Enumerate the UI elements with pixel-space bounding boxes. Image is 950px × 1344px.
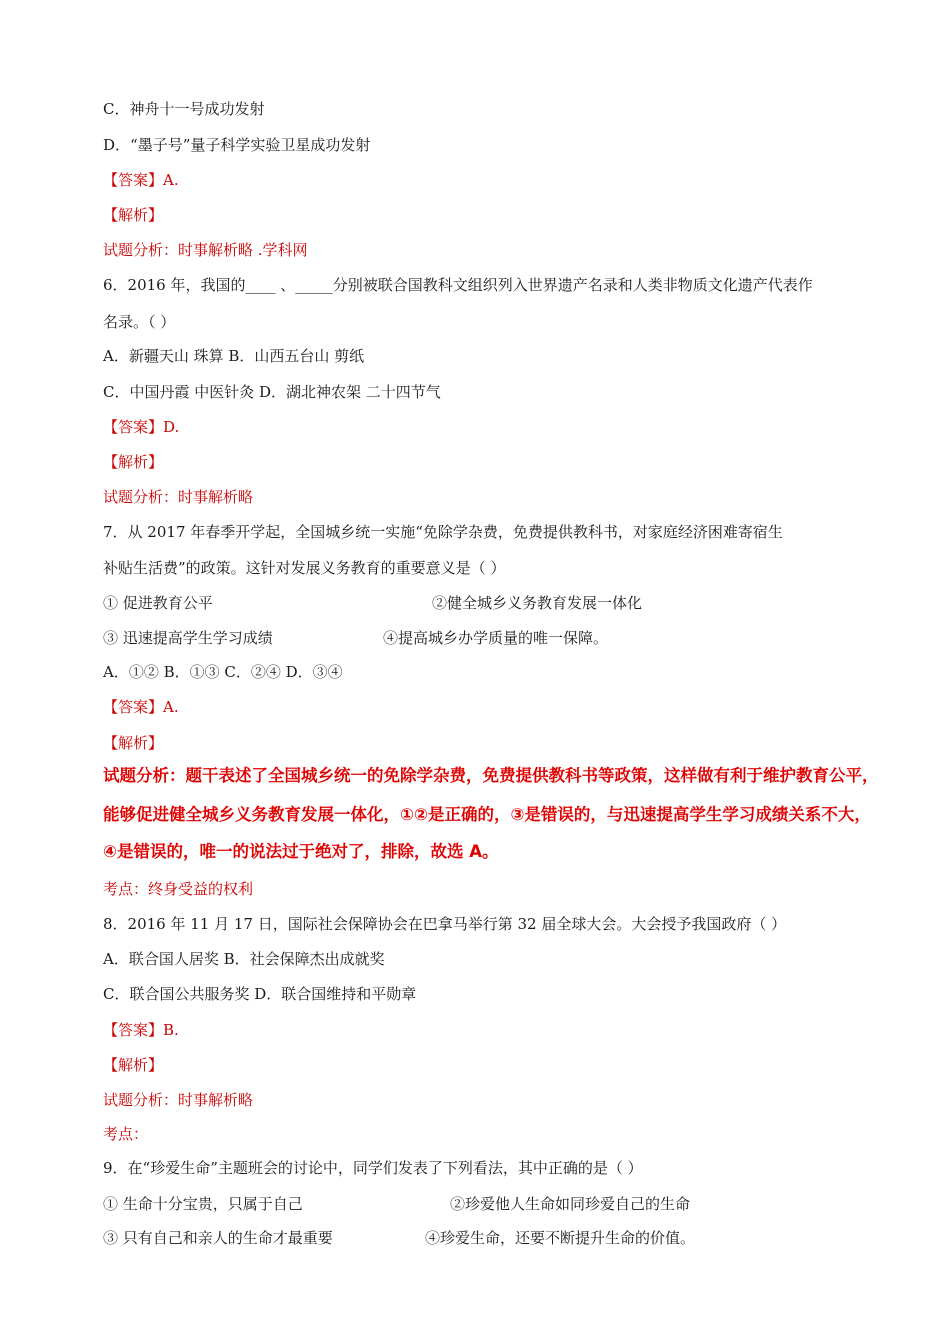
q7-statement-1: ① 促进教育公平 xyxy=(103,594,213,612)
q9-statement-1: ① 生命十分宝贵，只属于自己 xyxy=(103,1195,303,1213)
q5-option-c: C．神舟十一号成功发射 xyxy=(103,100,265,118)
q8-stem: 8．2016 年 11 月 17 日，国际社会保障协会在巴拿马举行第 32 届全球大会。大会授予我国政府（ ） xyxy=(103,915,787,933)
q7-analysis-line2: 能够促进健全城乡义务教育发展一体化，①②是正确的，③是错误的，与迅速提高学生学习成绩关系不大， xyxy=(103,805,871,824)
q8-options-cd: C．联合国公共服务奖 D．联合国维持和平勋章 xyxy=(103,985,417,1003)
q7-options: A．①② B．①③ C．②④ D．③④ xyxy=(103,663,343,681)
q8-answer: 【答案】B. xyxy=(103,1021,179,1039)
q7-answer: 【答案】A. xyxy=(103,698,179,716)
q7-stem-line2: 补贴生活费”的政策。这针对发展义务教育的重要意义是（ ） xyxy=(103,559,506,577)
q8-analysis: 试题分析：时事解析略 xyxy=(103,1091,254,1109)
q6-analysis: 试题分析：时事解析略 xyxy=(103,488,254,506)
q6-stem-line2: 名录。（ ） xyxy=(103,313,176,331)
q9-statement-3: ③ 只有自己和亲人的生命才最重要 xyxy=(103,1229,333,1247)
q7-statement-3: ③ 迅速提高学生学习成绩 xyxy=(103,629,273,647)
q9-stem: 9．在“珍爱生命”主题班会的讨论中，同学们发表了下列看法，其中正确的是（ ） xyxy=(103,1159,643,1177)
q7-statement-2: ②健全城乡义务教育发展一体化 xyxy=(432,594,643,612)
q7-statement-4: ④提高城乡办学质量的唯一保障。 xyxy=(383,629,609,647)
q6-answer: 【答案】D. xyxy=(103,418,180,436)
q7-stem-line1: 7．从 2017 年春季开学起，全国城乡统一实施“免除学杂费，免费提供教科书，对家庭经济困难寄宿生 xyxy=(103,523,783,541)
q8-analysis-heading: 【解析】 xyxy=(103,1056,164,1074)
q6-options-ab: A．新疆天山 珠算 B．山西五台山 剪纸 xyxy=(103,347,365,365)
q8-options-ab: A．联合国人居奖 B．社会保障杰出成就奖 xyxy=(103,950,385,968)
q5-analysis: 试题分析：时事解析略 .学科网 xyxy=(103,241,308,259)
q8-knowledge-point: 考点： xyxy=(103,1125,149,1143)
q9-statement-4: ④珍爱生命，还要不断提升生命的价值。 xyxy=(425,1229,696,1247)
q7-analysis-heading: 【解析】 xyxy=(103,734,164,752)
q9-statement-2: ②珍爱他人生命如同珍爱自己的生命 xyxy=(450,1195,691,1213)
q5-option-d: D．“墨子号”量子科学实验卫星成功发射 xyxy=(103,136,371,154)
q6-analysis-heading: 【解析】 xyxy=(103,453,164,471)
q7-knowledge-point: 考点：终身受益的权利 xyxy=(103,880,254,898)
q6-stem-line1: 6．2016 年，我国的____ 、_____分别被联合国教科文组织列入世界遗产名录和人类非物质文化遗产代表作 xyxy=(103,276,813,294)
q7-analysis-line1: 试题分析：题干表述了全国城乡统一的免除学杂费，免费提供教科书等政策，这样做有利于维护教育公平， xyxy=(103,766,879,785)
q5-answer: 【答案】A. xyxy=(103,171,179,189)
q6-options-cd: C．中国丹霞 中医针灸 D．湖北神农架 二十四节气 xyxy=(103,383,441,401)
q7-analysis-line3: ④是错误的，唯一的说法过于绝对了，排除，故选 A。 xyxy=(103,842,499,861)
q5-analysis-heading: 【解析】 xyxy=(103,206,164,224)
